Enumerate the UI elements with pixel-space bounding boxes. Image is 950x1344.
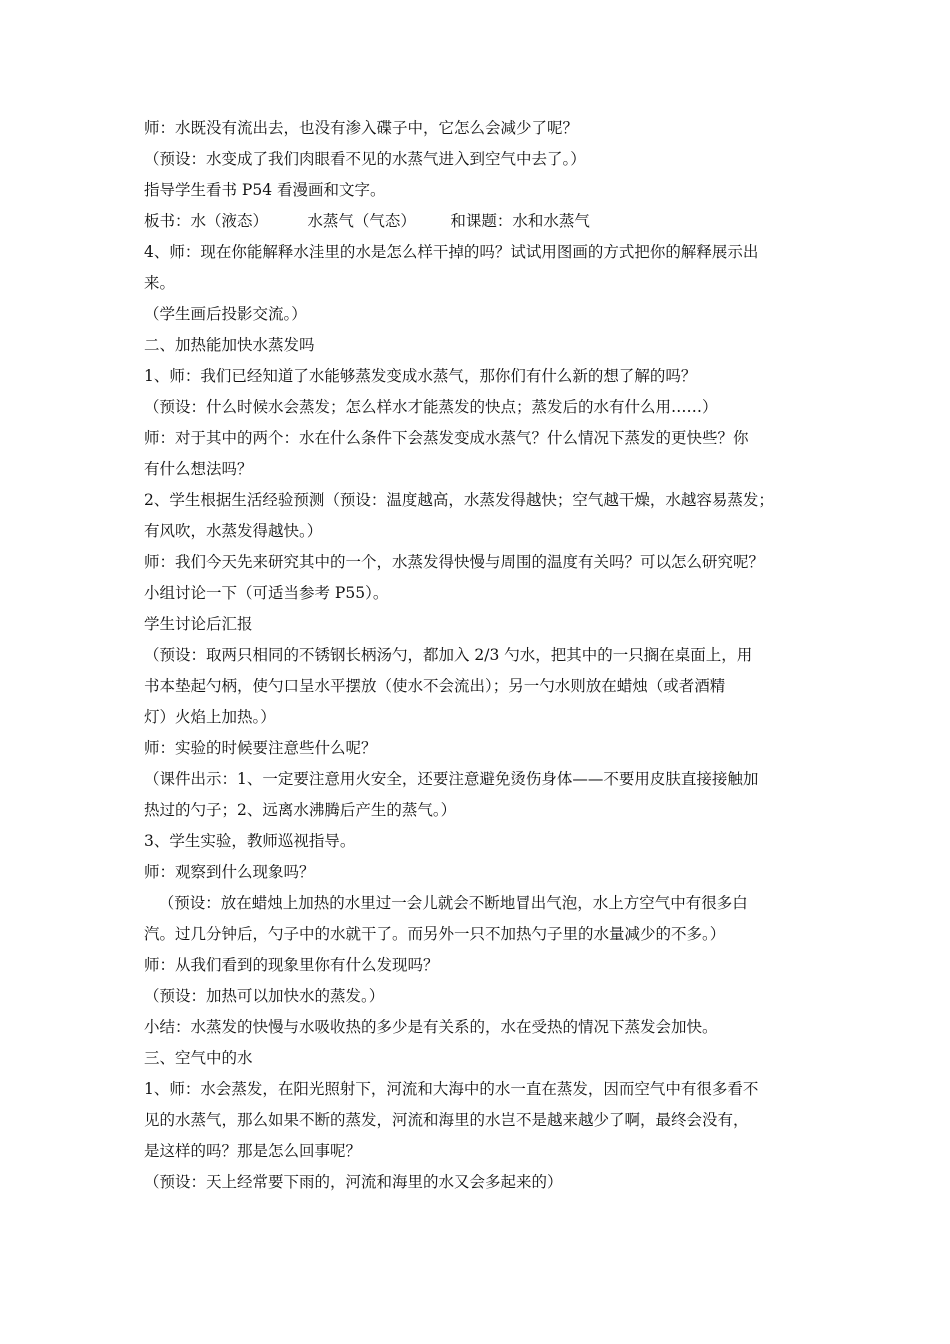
text-line: 师：实验的时候要注意些什么呢？: [144, 739, 377, 757]
text-line: （预设：取两只相同的不锈钢长柄汤勺，都加入 2/3 勺水，把其中的一只搁在桌面上，用: [144, 646, 753, 664]
text-line: 师：水既没有流出去，也没有渗入碟子中，它怎么会减少了呢？: [144, 119, 579, 137]
section-heading: 二、加热能加快水蒸发吗: [144, 336, 315, 354]
text-line: 见的水蒸气，那么如果不断的蒸发，河流和海里的水岂不是越来越少了啊，最终会没有，: [144, 1111, 749, 1129]
text-line: （预设：加热可以加快水的蒸发。）: [144, 987, 385, 1005]
text-line: （学生画后投影交流。）: [144, 305, 307, 323]
text-line: 来。: [144, 274, 176, 292]
text-line: 灯）火焰上加热。）: [144, 708, 276, 726]
text-line: 师：从我们看到的现象里你有什么发现吗？: [144, 956, 439, 974]
text-line: 小结：水蒸发的快慢与水吸收热的多少是有关系的，水在受热的情况下蒸发会加快。: [144, 1018, 718, 1036]
text-line: 1、师：我们已经知道了水能够蒸发变成水蒸气，那你们有什么新的想了解的吗？: [144, 367, 697, 385]
text-line: 小组讨论一下（可适当参考 P55）。: [144, 584, 389, 602]
text-line: 热过的勺子；2、远离水沸腾后产生的蒸气。）: [144, 801, 457, 819]
text-line: 4、师：现在你能解释水洼里的水是怎么样干掉的吗？试试用图画的方式把你的解释展示出: [144, 243, 759, 261]
text-line: （课件出示：1、一定要注意用火安全，还要注意避免烫伤身体——不要用皮肤直接接触加: [144, 770, 759, 788]
text-line: 指导学生看书 P54 看漫画和文字。: [144, 181, 386, 199]
text-line: 学生讨论后汇报: [144, 615, 253, 633]
text-line: （预设：放在蜡烛上加热的水里过一会儿就会不断地冒出气泡，水上方空气中有很多白: [144, 894, 748, 912]
text-line: （预设：水变成了我们肉眼看不见的水蒸气进入到空气中去了。）: [144, 150, 586, 168]
text-line: 2、学生根据生活经验预测（预设：温度越高，水蒸发得越快；空气越干燥，水越容易蒸发；: [144, 491, 774, 509]
section-heading: 三、空气中的水: [144, 1049, 253, 1067]
text-line: （预设：天上经常要下雨的，河流和海里的水又会多起来的）: [144, 1173, 563, 1191]
text-line: 有什么想法吗？: [144, 460, 253, 478]
text-line: 有风吹，水蒸发得越快。）: [144, 522, 323, 540]
text-line: （预设：什么时候水会蒸发；怎么样水才能蒸发的快点；蒸发后的水有什么用……）: [144, 398, 718, 416]
text-line: 书本垫起勺柄，使勺口呈水平摆放（使水不会流出）；另一勺水则放在蜡烛（或者酒精: [144, 677, 726, 695]
text-line: 是这样的吗？那是怎么回事呢？: [144, 1142, 362, 1160]
text-line: 师：我们今天先来研究其中的一个，水蒸发得快慢与周围的温度有关吗？可以怎么研究呢？: [144, 553, 765, 571]
text-line: 板书：水（液态） 水蒸气（气态） 和课题：水和水蒸气: [144, 212, 590, 230]
text-line: 汽。过几分钟后，勺子中的水就干了。而另外一只不加热勺子里的水量减少的不多。）: [144, 925, 726, 943]
text-line: 师：观察到什么现象吗？: [144, 863, 315, 881]
text-line: 3、学生实验，教师巡视指导。: [144, 832, 356, 850]
document-body: [144, 113, 816, 1198]
text-line: 师：对于其中的两个：水在什么条件下会蒸发变成水蒸气？什么情况下蒸发的更快些？你: [144, 429, 749, 447]
text-line: 1、师：水会蒸发，在阳光照射下，河流和大海中的水一直在蒸发，因而空气中有很多看不: [144, 1080, 759, 1098]
